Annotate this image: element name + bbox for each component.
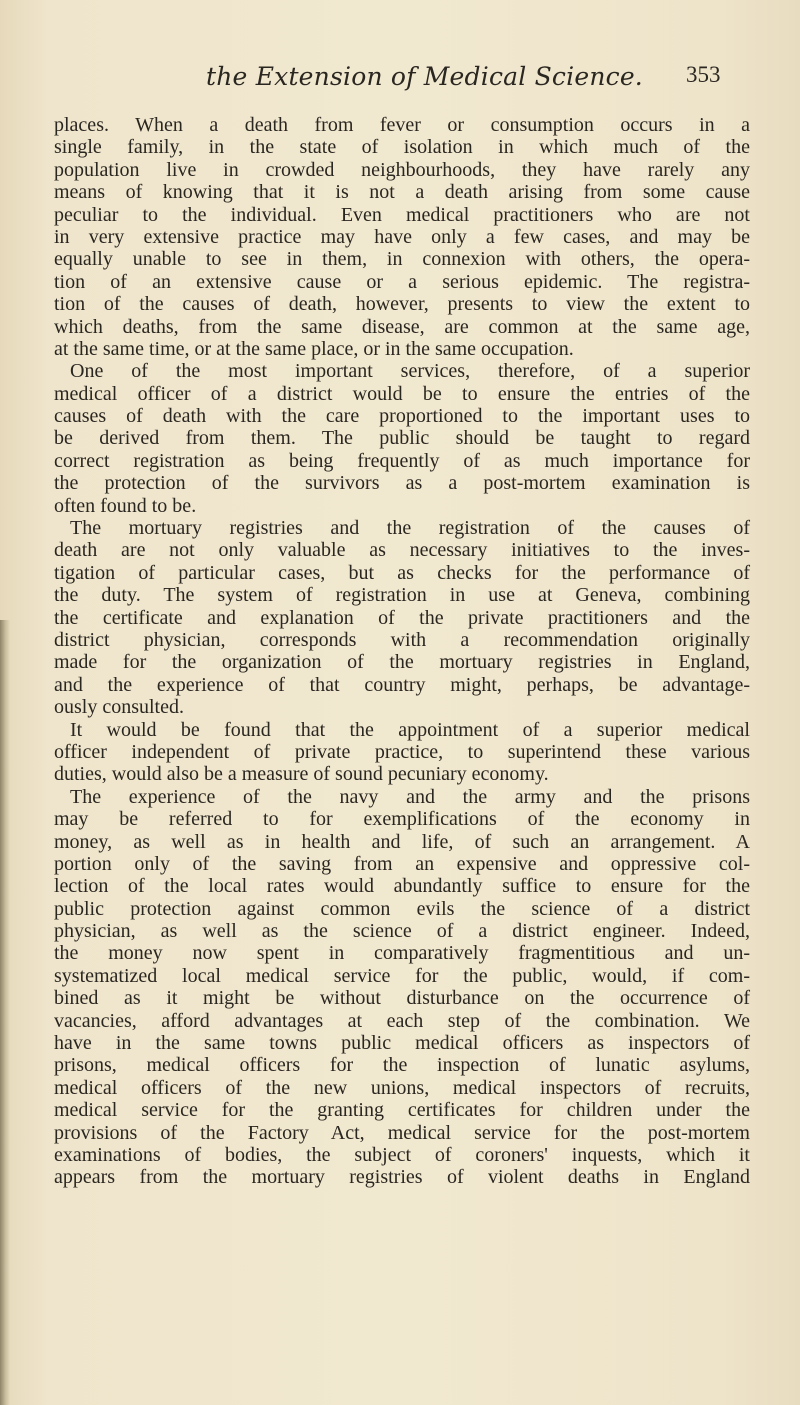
text-line: district physician, corresponds with a recommendation originally (54, 628, 750, 651)
text-line: medical service for the granting certificates for children under the (54, 1099, 750, 1122)
paragraph (54, 114, 750, 360)
text-line: may be referred to for exemplifications of the economy in (54, 808, 750, 831)
text-line: examinations of bodies, the subject of coroners' inquests, which it (54, 1143, 750, 1166)
text-line: in very extensive practice may have only a few cases, and may be (54, 225, 750, 248)
page-number: 353 (686, 62, 721, 87)
text-line: appears from the mortuary registries of violent deaths in England (54, 1166, 750, 1189)
text-line: often found to be. (54, 494, 197, 517)
text-line: means of knowing that it is not a death arising from some cause (54, 181, 750, 204)
text-line: at the same time, or at the same place, or in the same occupation. (54, 337, 574, 360)
text-line: made for the organization of the mortuary registries in England, (54, 651, 750, 674)
text-line: portion only of the saving from an expensive and oppressive col- (54, 852, 750, 875)
text-line: medical officer of a district would be to ensure the entries of the (54, 382, 750, 405)
text-line: provisions of the Factory Act, medical service for the post-mortem (54, 1121, 750, 1144)
text-line: vacancies, afford advantages at each step of the combination. We (54, 1009, 750, 1032)
text-line: physician, as well as the science of a district engineer. Indeed, (54, 920, 750, 943)
text-line: the duty. The system of registration in use at Geneva, combining (54, 584, 750, 607)
text-line: correct registration as being frequently of as much importance for (54, 449, 750, 472)
text-line: medical officers of the new unions, medical inspectors of recruits, (54, 1076, 750, 1099)
paragraph (54, 786, 750, 1189)
text-line: One of the most important services, therefore, of a superior (70, 360, 750, 383)
page-edge-shadow (0, 620, 10, 1405)
text-line: be derived from them. The public should be taught to regard (54, 427, 750, 450)
text-line: causes of death with the care proportioned to the important uses to (54, 405, 750, 428)
text-line: duties, would also be a measure of sound pecuniary economy. (54, 763, 549, 786)
text-line: ously consulted. (54, 696, 184, 719)
text-line: tion of the causes of death, however, presents to view the extent to (54, 293, 750, 316)
text-line: the certificate and explanation of the private practitioners and the (54, 606, 750, 629)
text-line: peculiar to the individual. Even medical practitioners who are not (54, 203, 750, 226)
text-line: systematized local medical service for the public, would, if com- (54, 964, 750, 987)
text-line: public protection against common evils the science of a district (54, 897, 750, 920)
text-line: single family, in the state of isolation in which much of the (54, 136, 750, 159)
text-line: bined as it might be without disturbance on the occurrence of (54, 987, 750, 1010)
text-line: population live in crowded neighbourhoods, they have rarely any (54, 158, 750, 181)
text-line: lection of the local rates would abundantly suffice to ensure for the (54, 875, 750, 898)
text-line: prisons, medical officers for the inspection of lunatic asylums, (54, 1054, 750, 1077)
text-line: the protection of the survivors as a post-mortem examination is (54, 472, 750, 495)
text-line: which deaths, from the same disease, are common at the same age, (54, 315, 750, 338)
text-line: equally unable to see in them, in connexion with others, the opera- (54, 248, 750, 271)
paragraph (54, 719, 750, 786)
running-title: the Extension of Medical Science. (206, 62, 643, 91)
text-line: tigation of particular cases, but as checks for the performance of (54, 561, 750, 584)
text-line: death are not only valuable as necessary initiatives to the inves- (54, 539, 750, 562)
text-line: the money now spent in comparatively fragmentitious and un- (54, 942, 750, 965)
text-line: places. When a death from fever or consumption occurs in a (54, 114, 750, 136)
text-line: and the experience of that country might, perhaps, be advantage- (54, 673, 750, 696)
page-header (0, 62, 800, 102)
text-line: The experience of the navy and the army and the prisons (70, 785, 750, 808)
text-line: tion of an extensive cause or a serious epidemic. The registra- (54, 270, 750, 293)
paragraph (54, 517, 750, 719)
text-line: It would be found that the appointment of a superior medical (70, 718, 750, 741)
paragraph (54, 360, 750, 517)
text-line: money, as well as in health and life, of such an arrangement. A (54, 830, 750, 853)
text-line: officer independent of private practice, to superintend these various (54, 740, 750, 763)
body-text (54, 114, 750, 1189)
text-line: The mortuary registries and the registration of the causes of (70, 517, 750, 540)
text-line: have in the same towns public medical officers as inspectors of (54, 1032, 750, 1055)
